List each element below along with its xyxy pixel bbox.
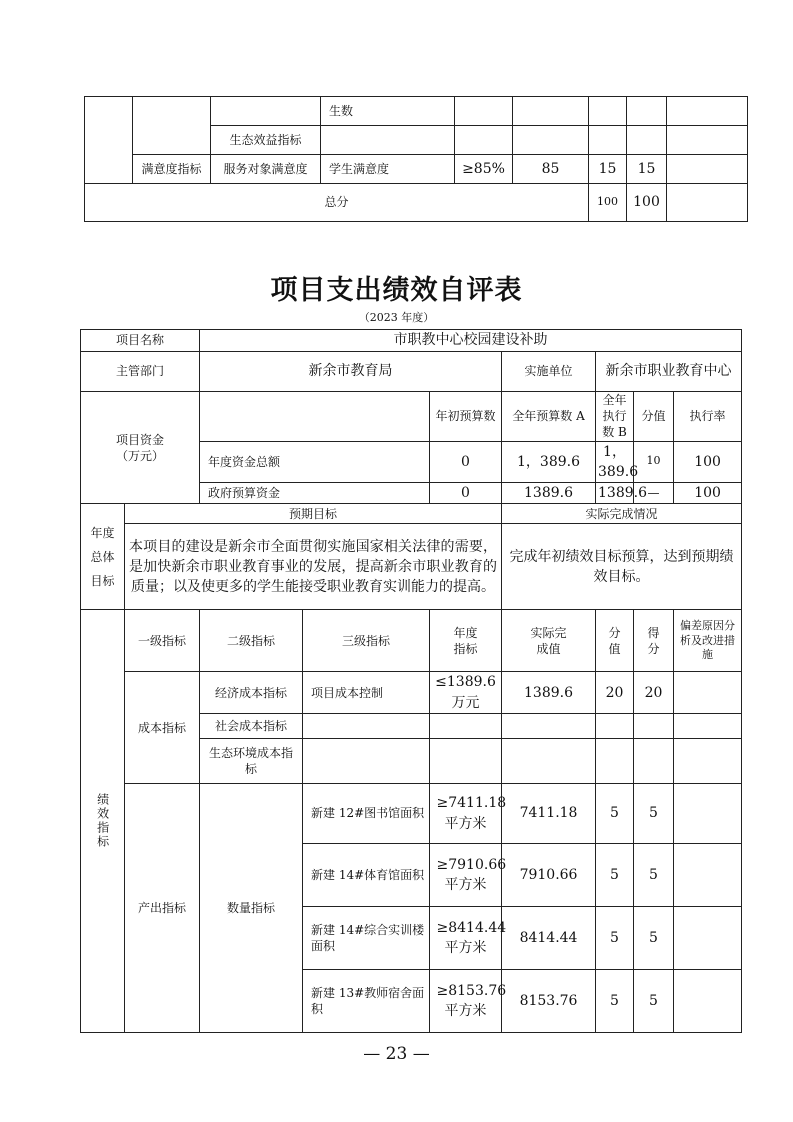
score: 15 — [589, 155, 627, 184]
expected-goal: 本项目的建设是新余市全面贯彻实施国家相关法律的需要，是加快新余市职业教育事业的发展，提高新余市职业教育的质量；以及使更多的学生能接受职业教育实训能力的提高。 — [125, 524, 502, 610]
header-initial-budget: 年初预算数 — [430, 392, 502, 442]
header-deviation: 偏差原因分析及改进措施 — [674, 610, 742, 672]
funds-score: — — [634, 483, 674, 504]
department: 新余市教育局 — [200, 352, 502, 392]
annual-target: ≥8414.44平方米 — [430, 907, 502, 970]
total-score: 100 — [589, 184, 627, 222]
actual-value: 7910.66 — [502, 844, 596, 907]
header-execution: 全年执行数 B — [596, 392, 634, 442]
header-score: 分值 — [596, 610, 634, 672]
actual-value: 1389.6 — [502, 672, 596, 714]
project-name-label: 项目名称 — [81, 330, 200, 352]
funds-exec: 1，389.6 — [596, 441, 634, 483]
header-annual-target: 年度指标 — [430, 610, 502, 672]
page-title: 项目支出绩效自评表 — [270, 275, 523, 306]
level2-indicator: 生态环境成本指标 — [200, 739, 303, 784]
blank-cell — [85, 97, 133, 184]
funds-budget: 1，389.6 — [502, 441, 596, 483]
funds-unit: （万元） — [116, 448, 165, 463]
actual-value: 85 — [513, 155, 589, 184]
got-score: 5 — [634, 844, 674, 907]
score: 5 — [596, 784, 634, 844]
header-score: 分值 — [634, 392, 674, 442]
header-got: 得分 — [634, 610, 674, 672]
header-actual: 实际完成值 — [502, 610, 596, 672]
level3-indicator: 新建 13#教师宿舍面积 — [303, 970, 430, 1033]
got-score: 5 — [634, 784, 674, 844]
score: 20 — [596, 672, 634, 714]
annual-target: ≥85% — [455, 155, 513, 184]
actual-value: 8153.76 — [502, 970, 596, 1033]
goals-label-cell — [81, 504, 125, 610]
got-score: 5 — [634, 970, 674, 1033]
level2-indicator: 经济成本指标 — [200, 672, 303, 714]
total-label: 总分 — [85, 184, 589, 222]
score: 5 — [596, 970, 634, 1033]
level2-indicator: 社会成本指标 — [200, 714, 303, 739]
header-level2: 二级指标 — [200, 610, 303, 672]
continued-indicator-table — [84, 96, 748, 222]
level3-indicator: 学生满意度 — [321, 155, 455, 184]
actual-completion: 完成年初绩效目标预算，达到预期绩效目标。 — [502, 524, 742, 610]
implementing-unit: 新余市职业教育中心 — [596, 352, 742, 392]
quantity-indicator-label: 数量指标 — [200, 784, 303, 1033]
funds-exec: 1389.6 — [596, 483, 634, 504]
annual-target: ≥8153.76平方米 — [430, 970, 502, 1033]
funds-label: 项目资金 — [116, 432, 165, 447]
output-indicator-label: 产出指标 — [125, 784, 200, 1033]
page-number: — 23 — — [363, 1044, 430, 1064]
perf-label: 绩效指标 — [95, 793, 110, 850]
level3-indicator: 生数 — [321, 97, 455, 126]
blank-cell — [133, 97, 211, 155]
goals-label: 年度总体目标 — [90, 525, 115, 588]
level3-indicator: 新建 12#图书馆面积 — [303, 784, 430, 844]
level2-indicator: 生态效益指标 — [211, 126, 321, 155]
funds-row-name: 政府预算资金 — [200, 483, 430, 504]
actual-completion-label: 实际完成情况 — [502, 504, 742, 524]
actual-value: 8414.44 — [502, 907, 596, 970]
level2-indicator: 服务对象满意度 — [211, 155, 321, 184]
header-exec-rate: 执行率 — [674, 392, 742, 442]
year-subtitle: （2023 年度） — [358, 311, 435, 324]
header-annual-budget: 全年预算数 A — [502, 392, 596, 442]
level1-indicator: 满意度指标 — [133, 155, 211, 184]
funds-budget: 1389.6 — [502, 483, 596, 504]
annual-target: ≤1389.6万元 — [430, 672, 502, 714]
department-label: 主管部门 — [81, 352, 200, 392]
funds-initial: 0 — [430, 441, 502, 483]
got-score: 15 — [627, 155, 667, 184]
header-level3: 三级指标 — [303, 610, 430, 672]
header-level1: 一级指标 — [125, 610, 200, 672]
project-name: 市职教中心校园建设补助 — [200, 330, 742, 352]
expected-goal-label: 预期目标 — [125, 504, 502, 524]
self-evaluation-table — [80, 329, 742, 1033]
level3-indicator: 项目成本控制 — [303, 672, 430, 714]
level3-indicator: 新建 14#体育馆面积 — [303, 844, 430, 907]
funds-row-name: 年度资金总额 — [200, 441, 430, 483]
funds-rate: 100 — [674, 441, 742, 483]
annual-target: ≥7411.18平方米 — [430, 784, 502, 844]
funds-initial: 0 — [430, 483, 502, 504]
total-got: 100 — [627, 184, 667, 222]
funds-score: 10 — [634, 441, 674, 483]
funds-rate: 100 — [674, 483, 742, 504]
unit-label: 实施单位 — [502, 352, 596, 392]
annual-target: ≥7910.66平方米 — [430, 844, 502, 907]
score: 5 — [596, 907, 634, 970]
got-score: 20 — [634, 672, 674, 714]
score: 5 — [596, 844, 634, 907]
blank-cell — [211, 97, 321, 126]
level3-indicator: 新建 14#综合实训楼面积 — [303, 907, 430, 970]
cost-indicator-label: 成本指标 — [125, 672, 200, 784]
perf-label-cell — [81, 610, 125, 1033]
funds-label-cell — [81, 392, 200, 504]
actual-value: 7411.18 — [502, 784, 596, 844]
got-score: 5 — [634, 907, 674, 970]
